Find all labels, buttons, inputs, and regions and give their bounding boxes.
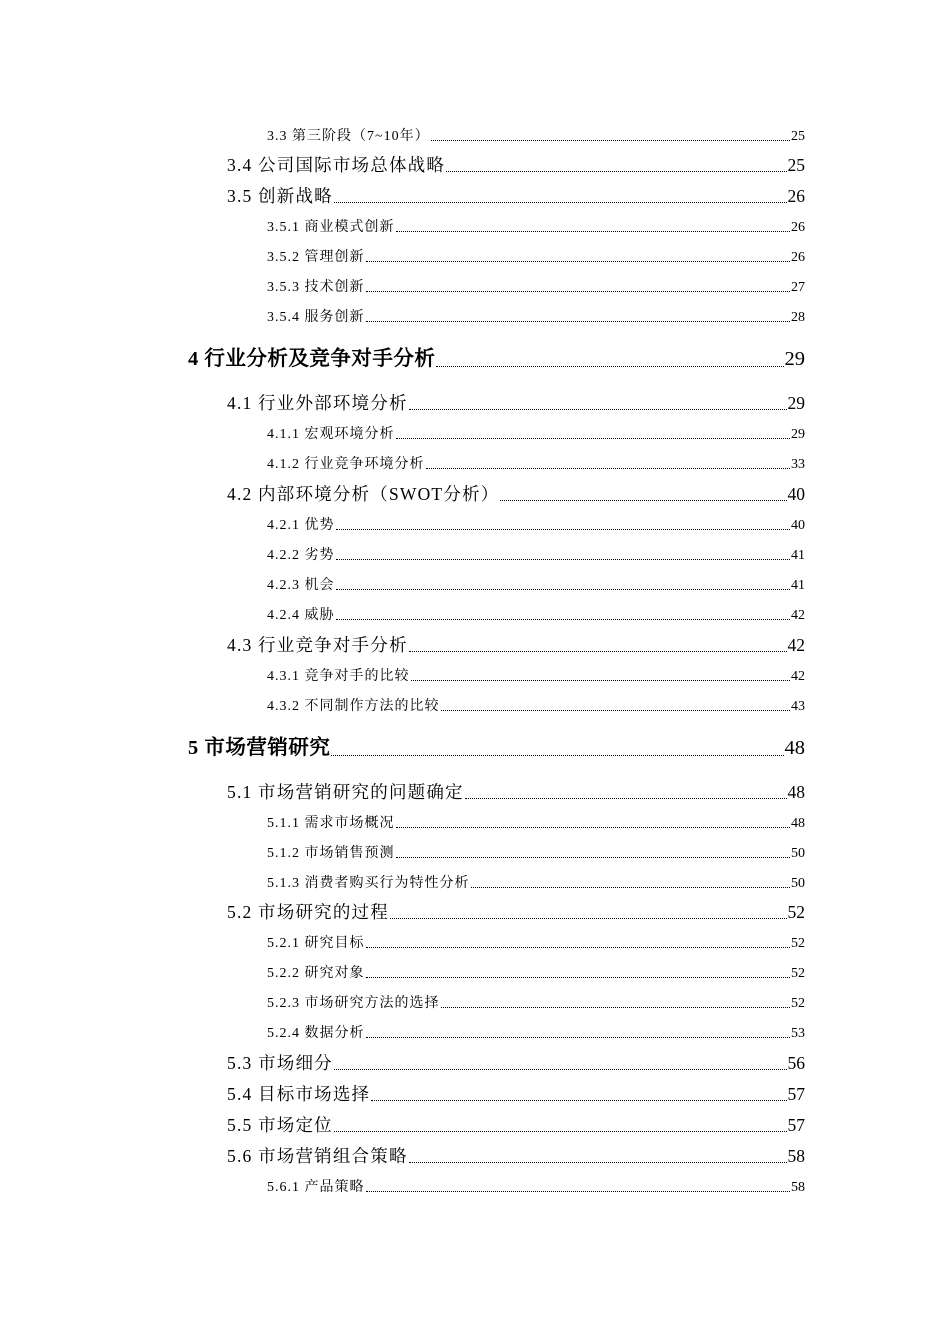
toc-entry-page-number: 53 bbox=[791, 1026, 805, 1041]
toc-entry-title: 3.5.2 管理创新 bbox=[267, 250, 365, 265]
dot-leader bbox=[366, 291, 791, 292]
toc-entry-title: 3.3 第三阶段（7~10年） bbox=[267, 129, 430, 144]
toc-entry-title: 5.2 市场研究的过程 bbox=[227, 902, 389, 922]
dot-leader bbox=[390, 918, 787, 919]
dot-leader bbox=[366, 947, 791, 948]
toc-entry-page-number: 52 bbox=[791, 966, 805, 981]
dot-leader bbox=[366, 1191, 791, 1192]
dot-leader bbox=[336, 619, 791, 620]
toc-entry-title: 5.2.4 数据分析 bbox=[267, 1026, 365, 1041]
toc-entry-title: 5.1.1 需求市场概况 bbox=[267, 816, 395, 831]
dot-leader bbox=[334, 1131, 787, 1132]
toc-entry-level-2[interactable] bbox=[227, 1117, 805, 1135]
toc-entry-level-1[interactable] bbox=[188, 349, 805, 370]
toc-entry-title: 4.1.1 宏观环境分析 bbox=[267, 427, 395, 442]
dot-leader bbox=[441, 710, 791, 711]
toc-entry-page-number: 48 bbox=[791, 816, 805, 831]
toc-entry-title: 4.1 行业外部环境分析 bbox=[227, 393, 408, 413]
toc-entry-title: 4.2.2 劣势 bbox=[267, 548, 335, 563]
dot-leader bbox=[366, 261, 791, 262]
toc-entry-level-3[interactable] bbox=[267, 609, 805, 623]
toc-entry-level-2[interactable] bbox=[227, 395, 805, 413]
toc-entry-page-number: 58 bbox=[787, 1146, 805, 1166]
dot-leader bbox=[431, 140, 790, 141]
dot-leader bbox=[396, 438, 791, 439]
dot-leader bbox=[366, 977, 791, 978]
toc-entry-title: 5 市场营销研究 bbox=[188, 737, 331, 759]
dot-leader bbox=[426, 468, 791, 469]
toc-entry-page-number: 29 bbox=[787, 393, 805, 413]
toc-entry-title: 5.2.3 市场研究方法的选择 bbox=[267, 996, 440, 1011]
toc-entry-level-2[interactable] bbox=[227, 904, 805, 922]
toc-entry-level-3[interactable] bbox=[267, 311, 805, 325]
toc-entry-page-number: 26 bbox=[791, 220, 805, 235]
toc-entry-page-number: 25 bbox=[787, 155, 805, 175]
toc-entry-level-2[interactable] bbox=[227, 157, 805, 175]
dot-leader bbox=[336, 529, 791, 530]
toc-entry-title: 5.1 市场营销研究的问题确定 bbox=[227, 782, 464, 802]
toc-entry-title: 4.3.2 不同制作方法的比较 bbox=[267, 699, 440, 714]
dot-leader bbox=[334, 1069, 787, 1070]
toc-entry-page-number: 48 bbox=[787, 782, 805, 802]
dot-leader bbox=[500, 500, 786, 501]
toc-entry-title: 5.1.2 市场销售预测 bbox=[267, 846, 395, 861]
toc-entry-page-number: 56 bbox=[787, 1053, 805, 1073]
toc-entry-page-number: 57 bbox=[787, 1115, 805, 1135]
toc-entry-page-number: 42 bbox=[791, 669, 805, 684]
toc-entry-title: 4.2 内部环境分析（SWOT分析） bbox=[227, 484, 500, 504]
toc-entry-page-number: 52 bbox=[791, 936, 805, 951]
toc-entry-title: 4.2.3 机会 bbox=[267, 578, 335, 593]
toc-entry-page-number: 50 bbox=[791, 876, 805, 891]
toc-entry-level-2[interactable] bbox=[227, 1055, 805, 1073]
toc-entry-page-number: 42 bbox=[787, 635, 805, 655]
toc-entry-page-number: 41 bbox=[791, 548, 805, 563]
toc-entry-level-3[interactable] bbox=[267, 519, 805, 533]
dot-leader bbox=[409, 651, 787, 652]
toc-entry-page-number: 57 bbox=[787, 1084, 805, 1104]
dot-leader bbox=[396, 827, 791, 828]
toc-entry-title: 3.5.3 技术创新 bbox=[267, 280, 365, 295]
toc-entry-level-2[interactable] bbox=[227, 637, 805, 655]
toc-entry-page-number: 26 bbox=[787, 186, 805, 206]
toc-entry-page-number: 33 bbox=[791, 457, 805, 472]
toc-entry-page-number: 58 bbox=[791, 1180, 805, 1195]
dot-leader bbox=[471, 887, 791, 888]
toc-entry-page-number: 50 bbox=[791, 846, 805, 861]
toc-entry-page-number: 25 bbox=[791, 129, 805, 144]
toc-entry-title: 5.2.1 研究目标 bbox=[267, 936, 365, 951]
toc-entry-level-3[interactable] bbox=[267, 281, 805, 295]
dot-leader bbox=[334, 202, 787, 203]
toc-entry-level-3[interactable] bbox=[267, 251, 805, 265]
toc-entry-level-3[interactable] bbox=[267, 1027, 805, 1041]
toc-entry-title: 5.6.1 产品策略 bbox=[267, 1180, 365, 1195]
dot-leader bbox=[371, 1100, 786, 1101]
toc-entry-level-3[interactable] bbox=[267, 997, 805, 1011]
toc-entry-title: 5.2.2 研究对象 bbox=[267, 966, 365, 981]
toc-entry-level-3[interactable] bbox=[267, 221, 805, 235]
toc-entry-page-number: 41 bbox=[791, 578, 805, 593]
toc-entry-level-2[interactable] bbox=[227, 784, 805, 802]
toc-entry-page-number: 28 bbox=[791, 310, 805, 325]
dot-leader bbox=[396, 231, 791, 232]
dot-leader bbox=[409, 1162, 787, 1163]
toc-entry-title: 5.6 市场营销组合策略 bbox=[227, 1146, 408, 1166]
toc-entry-title: 4.3 行业竞争对手分析 bbox=[227, 635, 408, 655]
toc-entry-level-3[interactable] bbox=[267, 877, 805, 891]
toc-entry-title: 4.2.1 优势 bbox=[267, 518, 335, 533]
toc-entry-page-number: 48 bbox=[784, 737, 805, 759]
toc-entry-title: 5.3 市场细分 bbox=[227, 1053, 333, 1073]
toc-entry-level-2[interactable] bbox=[227, 1148, 805, 1166]
toc-entry-title: 5.4 目标市场选择 bbox=[227, 1084, 371, 1104]
toc-entry-level-3[interactable] bbox=[267, 549, 805, 563]
toc-entry-level-2[interactable] bbox=[227, 188, 805, 206]
toc-entry-title: 3.5 创新战略 bbox=[227, 186, 333, 206]
toc-entry-title: 3.5.4 服务创新 bbox=[267, 310, 365, 325]
toc-entry-page-number: 29 bbox=[784, 348, 805, 370]
dot-leader bbox=[411, 680, 791, 681]
toc-entry-level-3[interactable] bbox=[267, 847, 805, 861]
toc-entry-title: 5.1.3 消费者购买行为特性分析 bbox=[267, 876, 470, 891]
toc-entry-title: 3.5.1 商业模式创新 bbox=[267, 220, 395, 235]
toc-entry-level-3[interactable] bbox=[267, 458, 805, 472]
toc-entry-level-3[interactable] bbox=[267, 579, 805, 593]
toc-entry-page-number: 40 bbox=[791, 518, 805, 533]
toc-entry-page-number: 52 bbox=[791, 996, 805, 1011]
toc-entry-level-1[interactable] bbox=[188, 738, 805, 759]
toc-entry-page-number: 52 bbox=[787, 902, 805, 922]
toc-entry-level-2[interactable] bbox=[227, 486, 805, 504]
dot-leader bbox=[446, 171, 786, 172]
toc-entry-page-number: 43 bbox=[791, 699, 805, 714]
dot-leader bbox=[366, 1037, 791, 1038]
dot-leader bbox=[465, 798, 787, 799]
toc-entry-title: 3.4 公司国际市场总体战略 bbox=[227, 155, 446, 175]
dot-leader bbox=[436, 366, 783, 367]
toc-entry-level-3[interactable] bbox=[267, 817, 805, 831]
toc-entry-level-3[interactable] bbox=[267, 428, 805, 442]
toc-entry-level-3[interactable] bbox=[267, 670, 805, 684]
toc-entry-title: 4 行业分析及竞争对手分析 bbox=[188, 348, 436, 370]
dot-leader bbox=[336, 589, 791, 590]
toc-entry-level-3[interactable] bbox=[267, 1181, 805, 1195]
dot-leader bbox=[441, 1007, 791, 1008]
toc-entry-page-number: 40 bbox=[787, 484, 805, 504]
toc-entry-level-3[interactable] bbox=[267, 967, 805, 981]
dot-leader bbox=[396, 857, 791, 858]
toc-entry-page-number: 29 bbox=[791, 427, 805, 442]
toc-entry-page-number: 27 bbox=[791, 280, 805, 295]
toc-entry-title: 4.3.1 竞争对手的比较 bbox=[267, 669, 410, 684]
toc-entry-title: 4.1.2 行业竞争环境分析 bbox=[267, 457, 425, 472]
dot-leader bbox=[366, 321, 791, 322]
toc-entry-level-2[interactable] bbox=[227, 1086, 805, 1104]
toc-entry-level-3[interactable] bbox=[267, 937, 805, 951]
dot-leader bbox=[331, 755, 783, 756]
toc-entry-level-3[interactable] bbox=[267, 130, 805, 144]
dot-leader bbox=[336, 559, 791, 560]
toc-entry-level-3[interactable] bbox=[267, 700, 805, 714]
toc-entry-title: 5.5 市场定位 bbox=[227, 1115, 333, 1135]
dot-leader bbox=[409, 409, 787, 410]
toc-entry-page-number: 26 bbox=[791, 250, 805, 265]
toc-entry-page-number: 42 bbox=[791, 608, 805, 623]
toc-entry-title: 4.2.4 威胁 bbox=[267, 608, 335, 623]
